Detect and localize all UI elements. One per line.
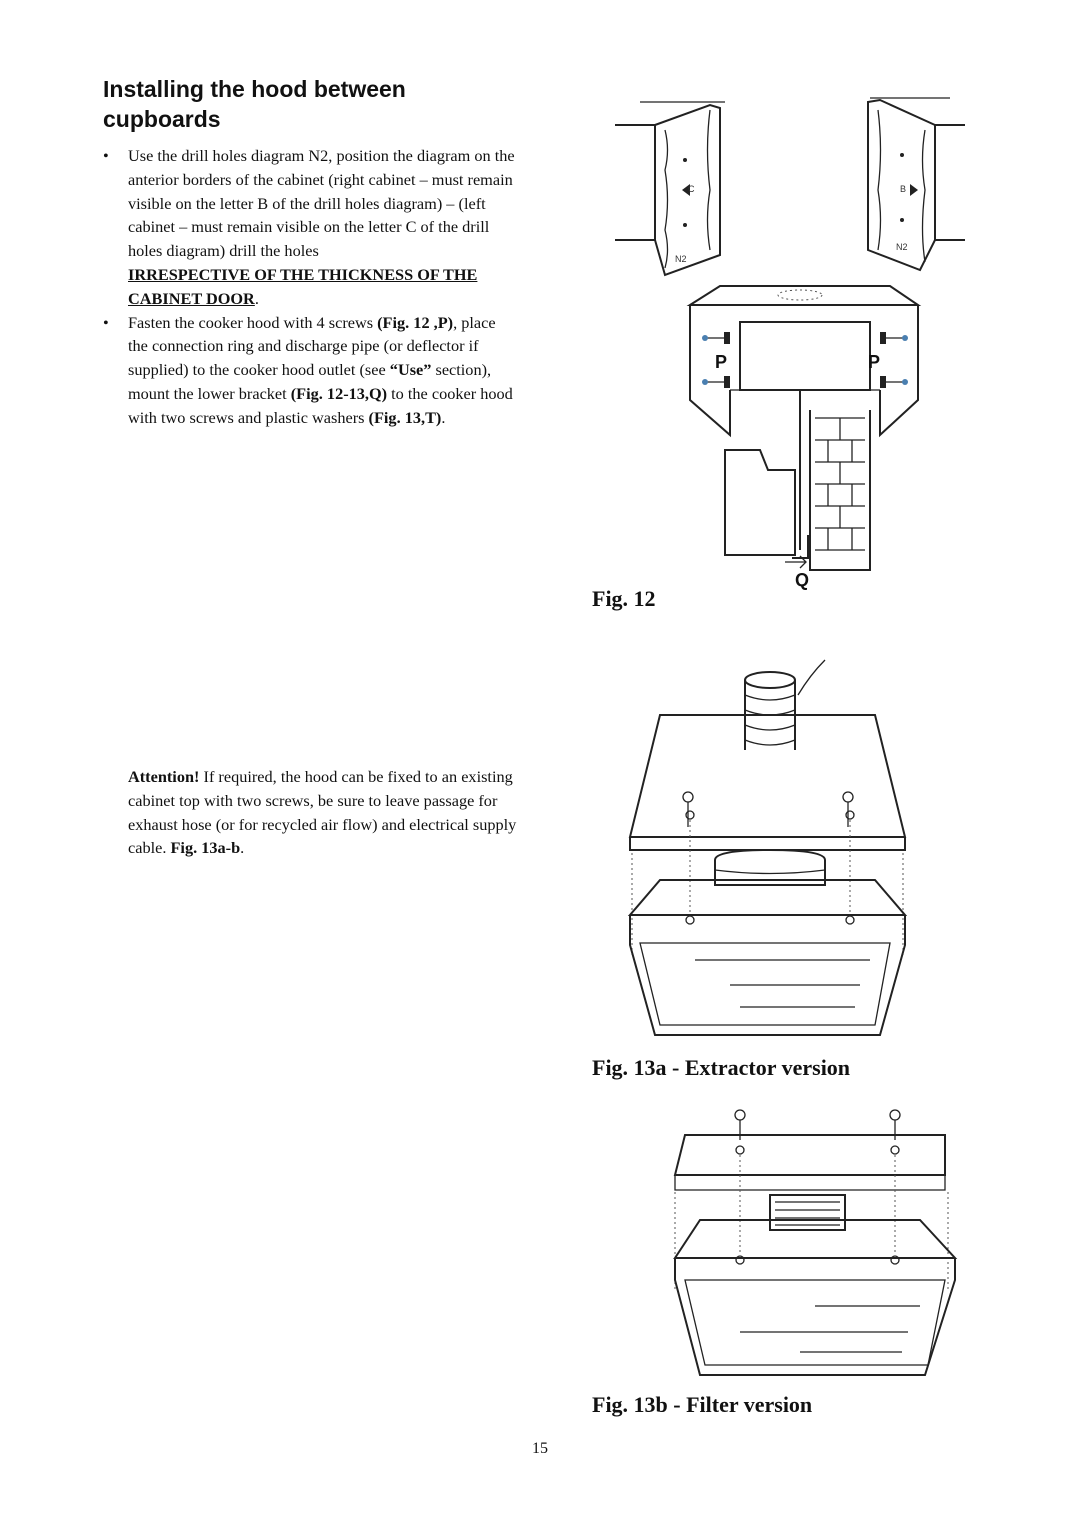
- hood-body: [675, 1220, 955, 1375]
- screw-icon: [880, 332, 908, 344]
- fixing-screws: [735, 1110, 900, 1154]
- instruction-text-1: Use the drill holes diagram N2, position the diagram on the anterior borders of the cabinet (right cabinet – must remain visible on the letter B of the drill holes diagram) – (left cabinet – must remain visible on the letter C of the drill holes diagram) drill the holes: [128, 146, 515, 261]
- label-b: B: [900, 184, 907, 194]
- instruction-text-2a: Fasten the cooker hood with 4 screws: [128, 312, 378, 332]
- instruction-item-1: [103, 144, 519, 263]
- fig-ref-13t: (Fig. 13,T): [368, 407, 442, 427]
- label-c: C: [688, 184, 695, 194]
- emphasis-note: [103, 263, 519, 311]
- fig13b-caption: Fig. 13b - Filter version: [592, 1392, 813, 1417]
- label-n2-right: N2: [896, 242, 908, 252]
- instruction-text-2c: section), mount the lower bracket: [128, 360, 492, 403]
- instruction-text-2b: , place the connection ring and discharge pipe (or deflector if supplied) to the cooker hood outlet (see: [128, 312, 496, 380]
- label-p-left: P: [715, 352, 728, 372]
- fig13b-illustration: [670, 1100, 960, 1390]
- label-n2-left: N2: [675, 254, 687, 264]
- screw-icon: [702, 332, 730, 344]
- attention-note: [128, 765, 520, 860]
- screw-icon: [843, 792, 853, 827]
- instruction-text-2d: to the cooker hood with two screws and plastic washers: [128, 383, 513, 427]
- instructions: [103, 144, 519, 430]
- bullet-marker: •: [103, 312, 109, 332]
- instruction-item-2: [103, 311, 519, 430]
- filter-grille: [770, 1195, 845, 1230]
- attention-end: .: [240, 838, 245, 858]
- cabinet-top-panel: [630, 715, 905, 850]
- wall-and-duct: [725, 390, 870, 590]
- use-section-ref: “Use”: [389, 360, 432, 380]
- attention-fig-ref: Fig. 13a-b: [170, 838, 241, 858]
- attention-label: Attention!: [128, 767, 200, 786]
- emphasis-end: .: [254, 288, 259, 308]
- fig13a-caption: Fig. 13a - Extractor version: [592, 1055, 851, 1080]
- right-cabinet: [868, 98, 965, 270]
- label-q: Q: [795, 570, 810, 590]
- attention-text: If required, the hood can be fixed to an existing cabinet top with two screws, be sure to leave passage for exhaust hose (or for recycled air flow) and electrical supply cable.: [128, 767, 517, 858]
- fig12-caption: Fig. 12: [592, 586, 656, 611]
- fixing-screws: [683, 792, 854, 827]
- fig13a-illustration: [620, 655, 920, 1045]
- exhaust-hose: [745, 660, 825, 750]
- instruction-text-2e: .: [441, 407, 446, 427]
- page-number: 15: [532, 1440, 548, 1457]
- screw-icon: [683, 792, 693, 827]
- screws-p: [702, 332, 908, 388]
- screw-icon: [880, 376, 908, 388]
- fig12-illustration: [600, 90, 980, 600]
- fig-ref-12-13q: (Fig. 12-13,Q): [290, 383, 388, 403]
- hood-body: [630, 850, 905, 1035]
- cabinet-top-panel: [675, 1135, 945, 1190]
- emphasis-text: IRRESPECTIVE OF THE THICKNESS OF THE CABINET DOOR: [128, 264, 478, 308]
- left-cabinet: [615, 102, 725, 275]
- bullet-marker: •: [103, 146, 109, 165]
- label-p-right: P: [868, 352, 881, 372]
- arrow-b-icon: [910, 184, 918, 196]
- screw-icon: [702, 376, 730, 388]
- section-title: Installing the hood between cupboards: [103, 76, 406, 132]
- fig-ref-12p: (Fig. 12 ,P): [377, 312, 454, 332]
